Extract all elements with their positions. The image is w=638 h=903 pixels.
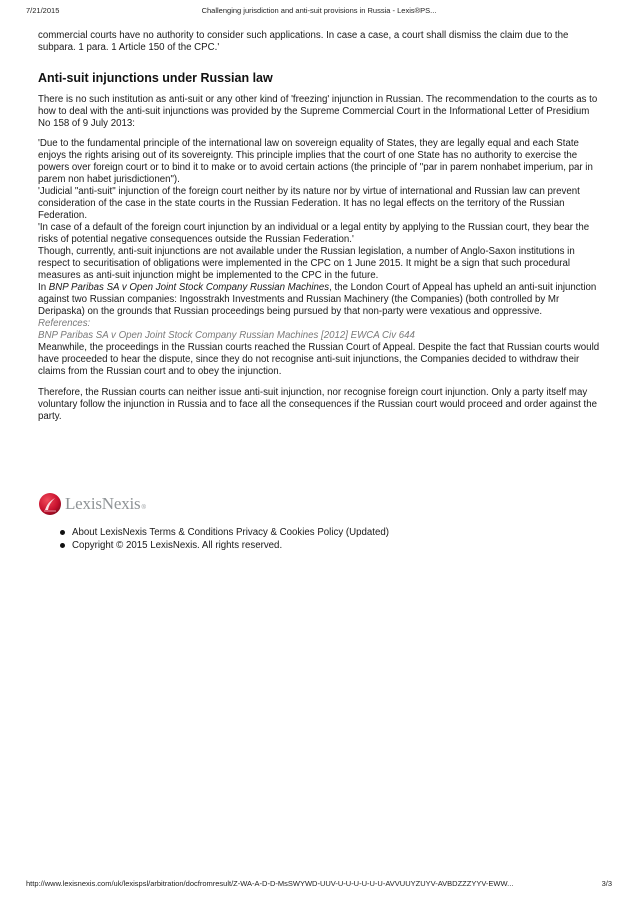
print-url: http://www.lexisnexis.com/uk/lexispsl/arbitration/docfromresult/Z-WA-A-D-D-MsSWYWD-UUV-U-U-U-U-U-U-AVVUUYZUYV-AVBDZZZYYV-EWW... [26, 879, 514, 888]
quote-judicial-anti-suit: 'Judicial "anti-suit" injunction of the foreign court neither by its nature nor by virtue of international and Russian law can prevent consideration of the case in the state courts in the Russian Federation. It has no legal effects on the territory of the Russian Federation. [38, 186, 580, 221]
paragraph-meanwhile: Meanwhile, the proceedings in the Russian courts reached the Russian Court of Appeal. Despite the fact that Russian courts would have proceeded to hear the dispute, since they do not recognise anti-suit injunctions, the Companies decided to withdraw their claims from the Russian court and to obey the injunction. [38, 342, 600, 377]
print-title: Challenging jurisdiction and anti-suit provisions in Russia - Lexis®PS... [201, 6, 437, 15]
quote-default-injunction: 'In case of a default of the foreign court injunction by an individual or a legal entity by applying to the Russian court, they bear the risks of potential negative consequences outside the Russian Federation.' [38, 222, 590, 245]
lexisnexis-logo[interactable] [38, 492, 146, 516]
paragraph-recommendation: There is no such institution as anti-suit or any other kind of 'freezing' injunction in Russian. The recommendation to the courts as to how to deal with the anti-suit injunctions was provided by the Supreme Commercial Court in the Informational Letter of Presidium No 158 of 9 July 2013: [38, 94, 598, 129]
quote-sovereign-equality: 'Due to the fundamental principle of the international law on sovereign equality of States, they are legally equal and each State enjoys the rights arising out of its sovereignty. This principle implies that the court of one State has no authority to exercise the powers over foreign court or to bind it to make or to avoid certain actions (the principle of "par in parem nonhabet imperium, par in parem non habet jurisdictionen"). [38, 138, 593, 185]
case-name: BNP Paribas SA v Open Joint Stock Company Russian Machines [48, 282, 330, 293]
lexisnexis-logo-icon [38, 492, 62, 516]
paragraph-therefore: Therefore, the Russian courts can neither issue anti-suit injunction, nor recognise foreign court injunction. Only a party itself may voluntary follow the injunction in Russia and to face all the consequences if the Russian court would proceed and order against the party. [38, 387, 597, 422]
para3-rest: , the London Court of Appeal has upheld an anti-suit injunction against two Russian companies: Ingosstrakh Investments and Russian Machinery (the Companies) (both controlled by Mr Deripaska) on the grounds that Russian proceedings being pursued by that non-party were vexatious and oppressive. [38, 282, 597, 317]
footer-links [58, 526, 389, 552]
paragraph-bnp-paribas [38, 282, 604, 318]
print-footer [26, 879, 612, 891]
references-label: References: [38, 318, 91, 329]
logo-registered: ® [141, 505, 146, 511]
paragraph-anglo-saxon: Though, currently, anti-suit injunctions are not available under the Russian legislation, a number of Anglo-Saxon institutions in respect to securitisation of obligations were implemented in the CPC on 1 June 2015. It might be a sign that such procedural measures as anti-suit injunction might be implemented to the CPC in the future. [38, 246, 575, 281]
section-heading: Anti-suit injunctions under Russian law [38, 71, 273, 85]
print-date: 7/21/2015 [26, 6, 60, 15]
footer-copyright: Copyright © 2015 LexisNexis. All rights reserved. [58, 539, 389, 552]
article-content [38, 30, 604, 423]
print-header [26, 6, 612, 18]
intro-quote-tail: commercial courts have no authority to consider such applications. In case a case, a court shall dismiss the claim due to the subpara. 1 para. 1 Article 150 of the CPC.' [38, 30, 569, 53]
reference-citation[interactable]: BNP Paribas SA v Open Joint Stock Company Russian Machines [2012] EWCA Civ 644 [38, 330, 415, 341]
logo-wordmark: LexisNexis [65, 494, 141, 513]
para3-lead: In [38, 282, 49, 293]
footer-link-about[interactable]: About LexisNexis Terms & Conditions Privacy & Cookies Policy (Updated) [58, 526, 389, 539]
page-number: 3/3 [601, 879, 612, 888]
